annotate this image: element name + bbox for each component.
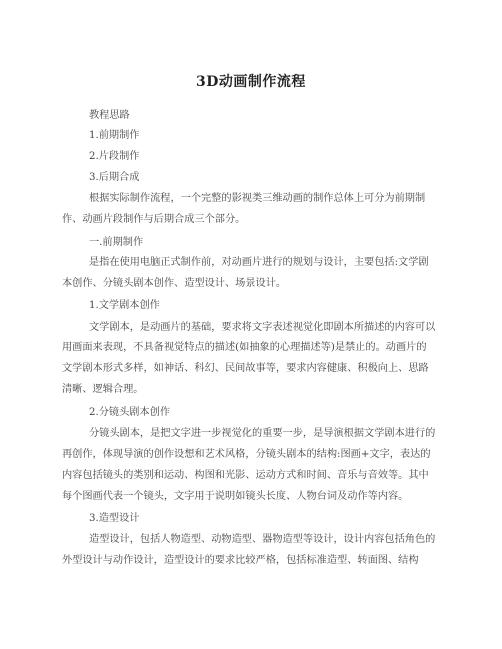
- paragraph-line: 文学剧本，是动画片的基础，要求将文字表述视觉化即剧本所描述的内容可以: [89, 322, 436, 333]
- paragraph-line: 3.后期合成: [89, 172, 140, 183]
- paragraph-line: 教程思路: [89, 110, 130, 121]
- paragraph-line: 1.前期制作: [89, 130, 140, 141]
- document-title: 3D动画制作流程: [196, 74, 306, 90]
- paragraph-line: 是指在使用电脑正式制作前，对动画片进行的规划与设计，主要包括:文学剧: [89, 257, 429, 268]
- paragraph-line: 内容包括镜头的类别和运动、构图和光影、运动方式和时间、音乐与音效等。其中: [62, 470, 429, 481]
- paragraph-line: 3.造型设计: [89, 513, 140, 524]
- paragraph-line: 再创作，体现导演的创作设想和艺术风格，分镜头剧本的结构:图画+文字，表达的: [62, 449, 431, 460]
- paragraph-line: 用画面来表现，不具备视觉特点的描述(如抽象的心理描述等)是禁止的。动画片的: [62, 342, 427, 353]
- paragraph-line: 根据实际制作流程，一个完整的影视类三维动画的制作总体上可分为前期制: [89, 193, 426, 204]
- paragraph-line: 造型设计，包括人物造型、动物造型、器物造型等设计，设计内容包括角色的: [89, 534, 436, 545]
- paragraph-line: 作、动画片段制作与后期合成三个部分。: [62, 214, 246, 225]
- paragraph-line: 外型设计与动作设计，造型设计的要求比较严格，包括标准造型、转面图、结构: [62, 555, 419, 566]
- paragraph-line: 每个图画代表一个镜头，文字用于说明如镜头长度、人物台词及动作等内容。: [62, 491, 409, 502]
- paragraph-line: 一.前期制作: [89, 237, 144, 248]
- paragraph-line: 1.文学剧本创作: [89, 300, 160, 311]
- paragraph-line: 分镜头剧本，是把文字进一步视觉化的重要一步，是导演根据文学剧本进行的: [89, 428, 436, 439]
- paragraph-line: 2.分镜头剧本创作: [89, 407, 171, 418]
- paragraph-line: 文学剧本形式多样，如神话、科幻、民间故事等，要求内容健康、积极向上、思路: [62, 363, 429, 374]
- paragraph-line: 2.片段制作: [89, 151, 140, 162]
- paragraph-line: 本创作、分镜头剧本创作、造型设计、场景设计。: [62, 278, 287, 289]
- paragraph-line: 清晰、逻辑合理。: [62, 384, 144, 395]
